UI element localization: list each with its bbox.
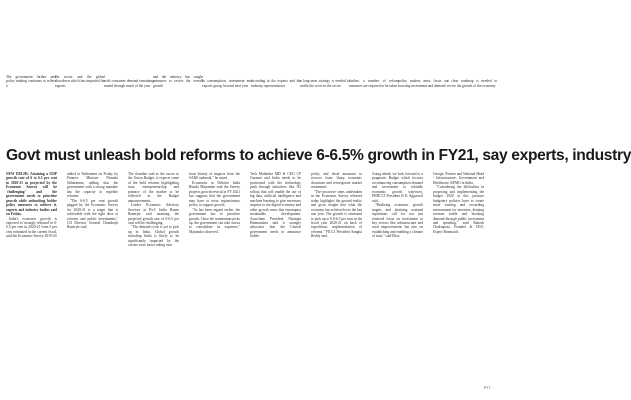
article-paragraph: "The proactive steps undertaken in the Economic Survey released today highlights the ground reality and gives insight into what the economy has achieved over the last one year. The growth is estimated to pick up to 6.0-6.5 per cent in the fiscal year 2020-21 on back of expeditious implementation of reforms," FICCI President Sangita Reddy said. [311,189,362,239]
fragment-text: according to the experts and the industry representatives [251,79,301,88]
article-paragraph: Leader Economic Advisory Services at PwC India Ranen Banerjee said attaining the projected growth rate of 6-6.5 per cent will be challenging. [128,203,179,225]
fragment-column-1 [6,75,56,88]
article-column-5 [250,172,301,239]
article-column-3 [128,172,179,248]
fragment-column-5 [202,79,252,88]
article-column-2 [67,172,118,230]
article-paragraph: "The 6-6.5 per cent growth pegged by the Economic Survey for 2020-21 is a target that is achievable with the right dose of reforms and public investments," CII Director General Chandrajit Banerjee said. [67,198,118,230]
article-paragraph: "Realizing economic growth targets and attaining national aspirations call for not just renewed focus on investment in key sectors like infrastructure and rural empowerment, but also on establishing and enabling a climate of trust," said Elias [372,203,423,239]
fragment-column-6 [251,79,301,88]
article-paragraph: Tech Mahindra MD & CEO CP Gurnani said India needs to be positioned with the technology push through initiatives like 5G rollout that will enable the use of big data, artificial intelligence and machine learning to give necessary impetus to the digital economy and other growth areas that encompass sustainable development. Assocham President Niranjan Hiranandani said it strongly advocates that the Central government needs to announce bolder [250,172,301,239]
fragment-text: further, a number of reform measures are required to be taken [349,79,399,88]
previous-article-fragment [0,0,500,88]
article-paragraph: NEW DELHI: Attaining a GDP growth rate of 6 to 6.5 per cent in 2020-21 as projected by the Economic Survey will be 'challenging' and the government needs to prioritise growth while unleashing bolder policy measures to achieve it, experts and industry bodies said on Friday. [6,172,57,217]
fragment-column-2 [55,75,105,88]
agency-credit: PTI [483,385,490,390]
article-column-7 [372,172,423,239]
fragment-column-7 [300,79,350,88]
article-paragraph: India's economic growth is expected to 'strongly rebound' to 6-6.5 per cent in 2020-21 from 5 per cent estimated in the current fiscal, said the Economic Survey 2019-20 [6,216,57,239]
fragment-column-4 [153,75,203,88]
article-paragraph: Economist at Deloitte India Rumki Majumdar said the Survey projects growth revival in FY 2021 but suggests that the government may have to incur expansionary policy to support growth. [189,180,240,208]
fragment-text: the sector and the global slowdown which has impacted the exports [55,74,105,88]
fragment-text: a clear roadmap is needed to revive the growth of the economy [447,79,497,88]
article-column-6 [311,172,362,239]
article-column-1 [6,172,57,239]
fragment-column-8 [349,79,399,88]
fragment-column-10 [447,79,497,88]
article-body [0,172,500,400]
fragment-column-3 [104,79,154,88]
article-paragraph: "As has been argued earlier, the government has to prioritise growth. Once the momentum picks up, the government can take action to consolidate its expenses," Majumdar observed. [189,207,240,234]
fragment-text: The government further said policy making continues to reflect a [6,74,56,88]
article-column-8 [433,172,484,234]
article-paragraph: George, Partner and National Head - Infrastructure, Government and Healthcare, KPMG in India. [433,172,484,185]
fragment-text: and the industry has sought measures to revive the overall growth [153,74,203,88]
article-paragraph: tabled in Parliament on Friday by Finance Minister Nirmala Sitharaman, adding that the government with a strong mandate has the capacity to expedite reforms. [67,172,118,199]
fragment-text: in consumption, investment and exports going forward next year [202,79,252,88]
article-paragraph: from history of impacts from the SARS outbreak," he noted. [189,172,240,181]
article-paragraph: The chamber said as the cursor to the Union Budget, it expects some of the bold reforms highlighting trust, entrepreneurship and primacy of the market to be reflected in the Budget announcements. [128,172,179,203]
article-headline: Govt must unleash bold reforms to achieve 6-6.5% growth in FY21, say experts, industry [6,147,631,164]
fragment-text: with consumer demand remaining muted through much of the year [104,79,154,88]
article-paragraph: "The demand cycle is yet to pick up in India. Global growth including India is likely to be significantly impacted by the corona virus factor taking cues [128,225,179,248]
article-paragraph: "Considering the difficulties in proposing and implementing the budget 2020 at this juncture budgetary policies have to create more trusting and rewarding environment for investors, keeping revenue stable and boosting demand through public investment and spending," said Rakesh Chakrapani, Founder & CEO, Expert Bonmatch. [433,185,484,234]
article-paragraph: Going ahead, we look forward to a pragmatic Budget which focuses on enhancing consumption demand and investment to rekindle economic growth trajectory, PHDCCI President D K Aggarwal said. [372,172,424,203]
fragment-text: a long-term strategy is needed to tackle the crisis in the sector [300,79,350,88]
article-paragraph: policy and fiscal measures to recover from 'sharp economic downturn and reinvigorate market sentiments'. [311,172,362,190]
article-column-4 [189,172,240,234]
fragment-text: policy makers must focus on boosting investment and demand [398,79,448,88]
fragment-column-9 [398,79,448,88]
